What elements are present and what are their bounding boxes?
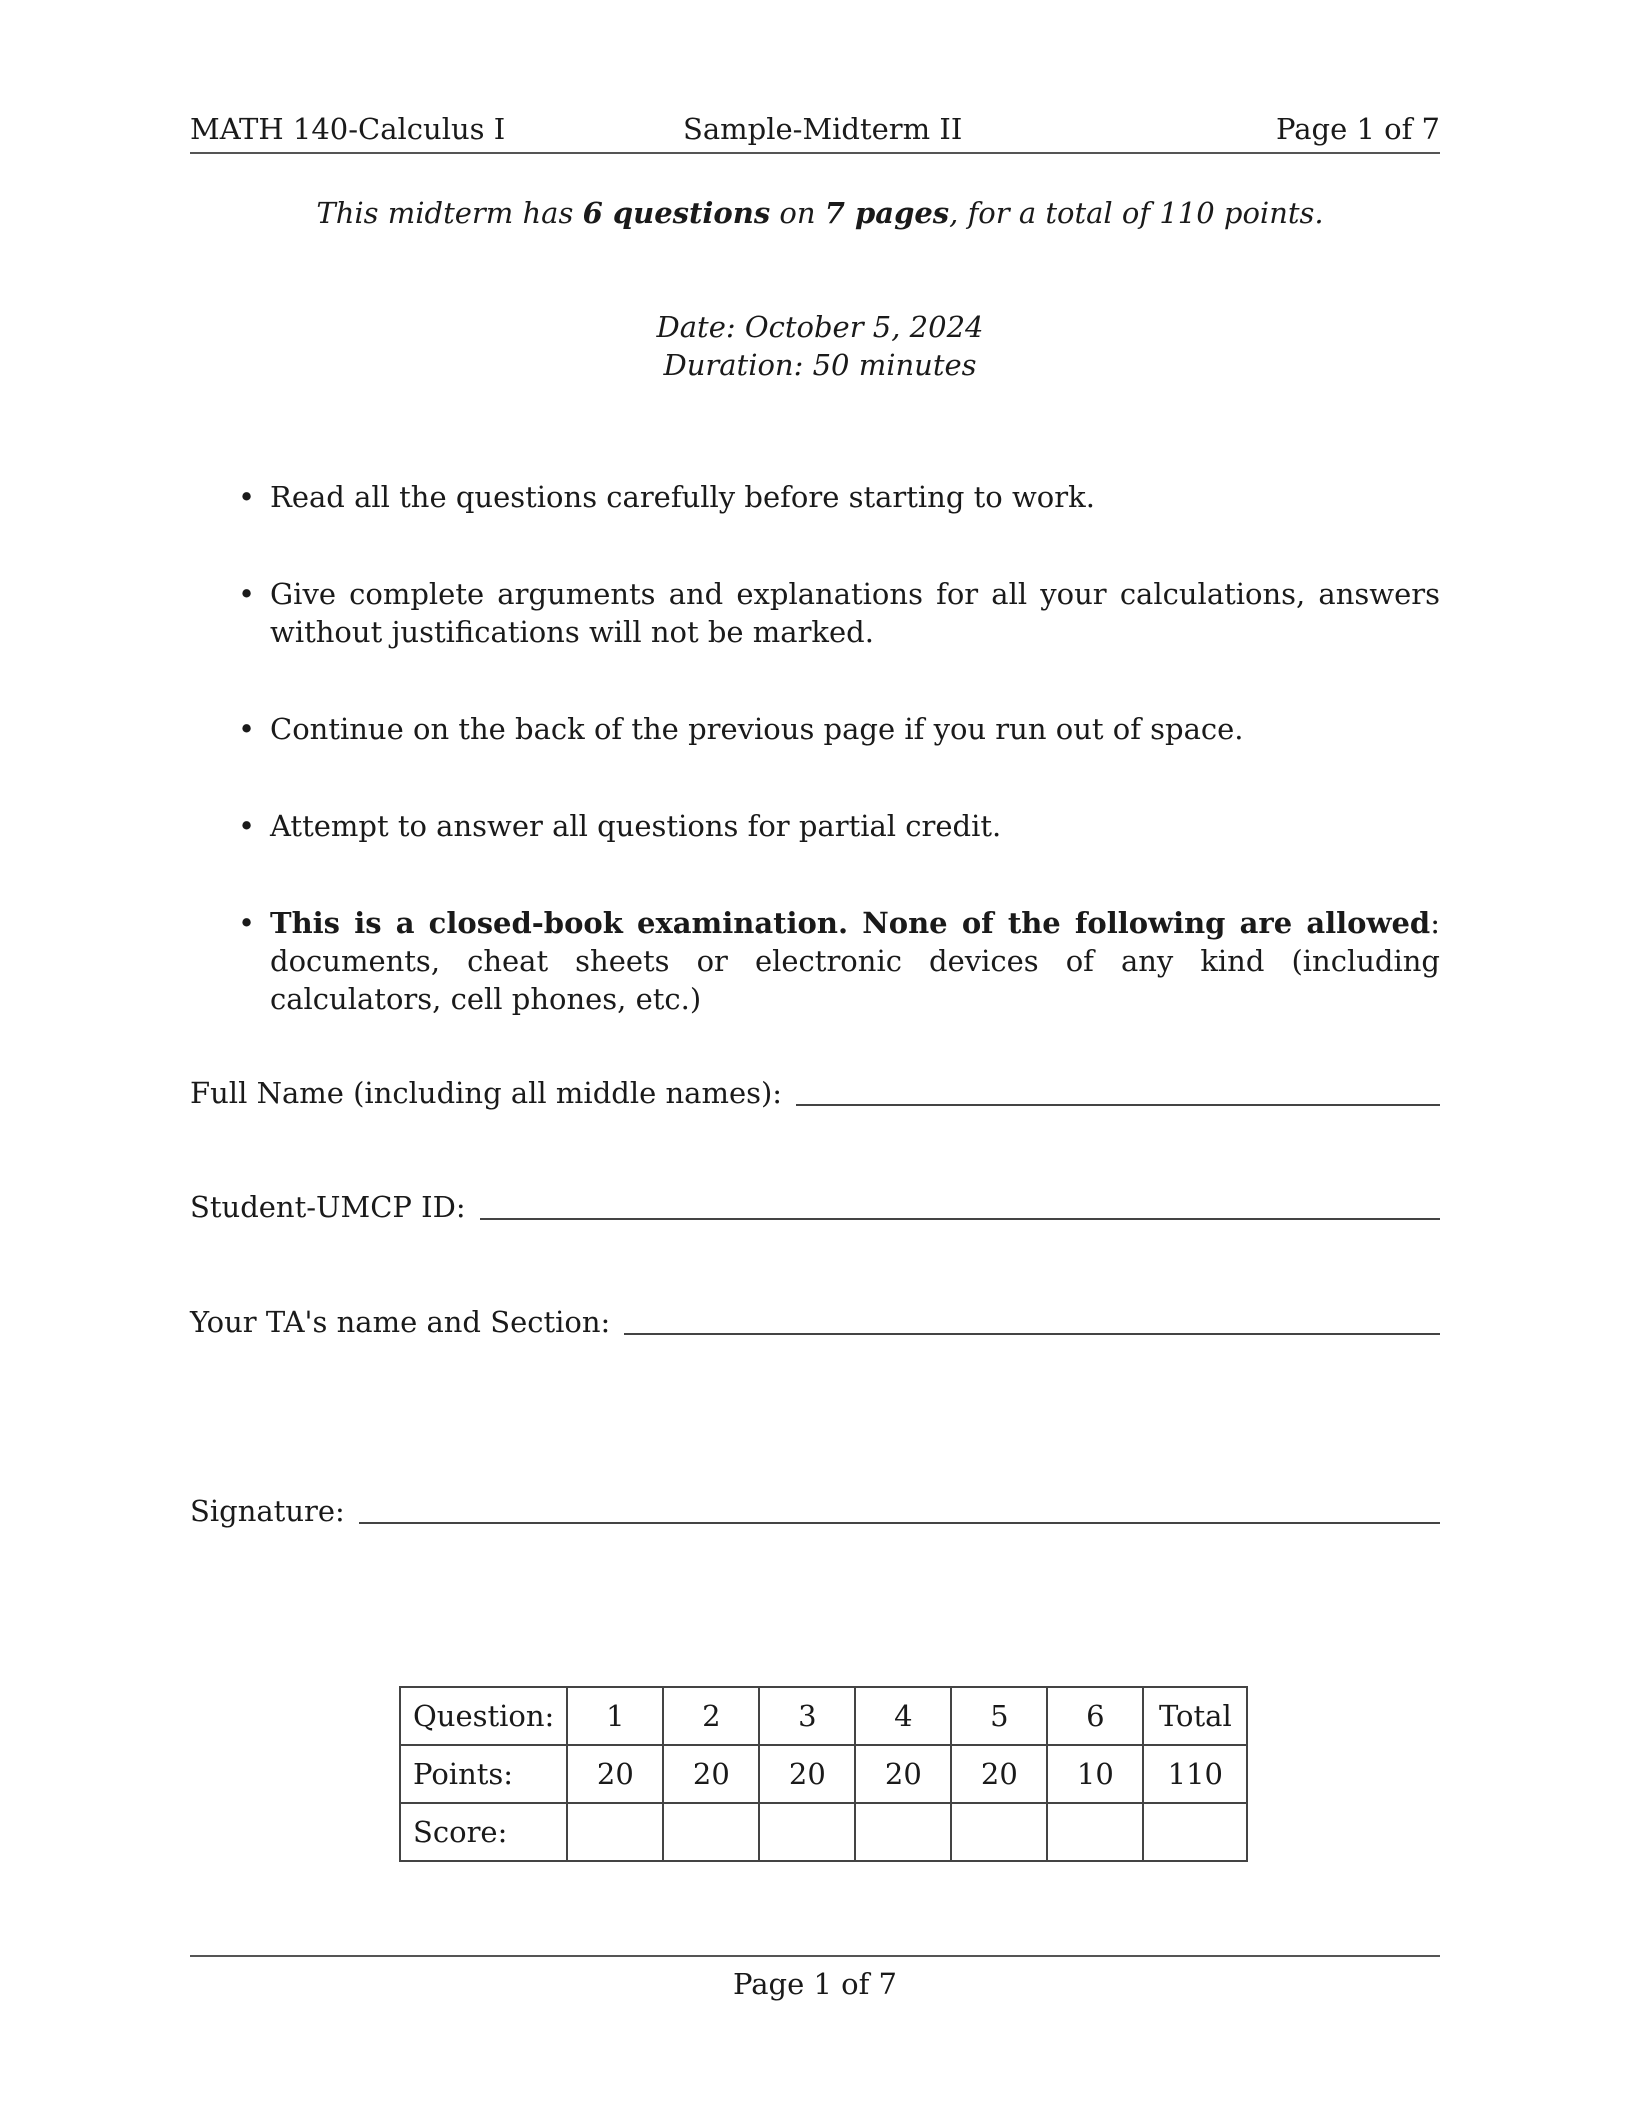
table-row-points xyxy=(400,1745,1247,1803)
table-row-score xyxy=(400,1803,1247,1861)
bullet-icon: • xyxy=(238,906,256,940)
header-page-number: Page 1 of 7 xyxy=(1276,112,1440,146)
student-id-field[interactable] xyxy=(190,1190,1440,1224)
ta-section-line[interactable] xyxy=(624,1313,1440,1335)
student-id-label: Student-UMCP ID: xyxy=(190,1190,466,1224)
score-input-cell[interactable] xyxy=(855,1803,951,1861)
page-footer xyxy=(190,1955,1440,2001)
exam-title: Sample-Midterm II xyxy=(683,112,963,146)
instruction-item: • Read all the questions carefully before starting to work. xyxy=(238,480,1095,514)
table-cell: 20 xyxy=(759,1745,855,1803)
table-cell: 4 xyxy=(855,1687,951,1745)
footer-page-number: Page 1 of 7 xyxy=(733,1967,897,2001)
table-row-questions xyxy=(400,1687,1247,1745)
score-input-cell[interactable] xyxy=(759,1803,855,1861)
score-input-cell[interactable] xyxy=(1047,1803,1143,1861)
score-input-cell-total[interactable] xyxy=(1143,1803,1247,1861)
table-cell-total: Total xyxy=(1143,1687,1247,1745)
instruction-item: • Attempt to answer all questions for partial credit. xyxy=(238,809,1002,843)
bullet-icon: • xyxy=(238,809,256,843)
instruction-item: • This is a closed-book examination. None of the following are allowed: documents, cheat sheets or electronic devices of any kind (including calculators, cell phones, etc.) xyxy=(238,906,1440,1016)
ta-section-label: Your TA's name and Section: xyxy=(190,1305,611,1339)
table-cell: 20 xyxy=(855,1745,951,1803)
instruction-item: • Continue on the back of the previous page if you run out of space. xyxy=(238,712,1244,746)
table-cell: 6 xyxy=(1047,1687,1143,1745)
table-cell: 20 xyxy=(663,1745,759,1803)
full-name-line[interactable] xyxy=(796,1084,1440,1106)
date-duration-block xyxy=(0,308,1640,384)
question-count: 6 questions xyxy=(582,196,771,230)
table-cell: 10 xyxy=(1047,1745,1143,1803)
table-cell: 5 xyxy=(951,1687,1047,1745)
instructions-list xyxy=(238,478,1440,1077)
page-count: 7 pages xyxy=(824,196,950,230)
bullet-icon: • xyxy=(238,712,256,746)
table-cell: 1 xyxy=(567,1687,663,1745)
full-name-field[interactable] xyxy=(190,1076,1440,1110)
exam-summary: This midterm has 6 questions on 7 pages, for a total of 110 points. xyxy=(316,196,1324,230)
table-cell-total: 110 xyxy=(1143,1745,1247,1803)
page-header xyxy=(190,112,1440,154)
question-header-cell: Question: xyxy=(400,1687,567,1745)
student-id-line[interactable] xyxy=(480,1198,1440,1220)
signature-label: Signature: xyxy=(190,1494,345,1528)
exam-duration: Duration: 50 minutes xyxy=(663,348,977,382)
ta-section-field[interactable] xyxy=(190,1305,1440,1339)
course-title: MATH 140-Calculus I xyxy=(190,112,506,146)
table-cell: 3 xyxy=(759,1687,855,1745)
score-input-cell[interactable] xyxy=(567,1803,663,1861)
points-header-cell: Points: xyxy=(400,1745,567,1803)
score-table xyxy=(399,1686,1248,1862)
score-header-cell: Score: xyxy=(400,1803,567,1861)
table-cell: 2 xyxy=(663,1687,759,1745)
signature-line[interactable] xyxy=(359,1502,1440,1524)
full-name-label: Full Name (including all middle names): xyxy=(190,1076,783,1110)
instruction-item: • Give complete arguments and explanations for all your calculations, answers without justifications will not be marked. xyxy=(238,577,1440,649)
table-cell: 20 xyxy=(951,1745,1047,1803)
exam-date: Date: October 5, 2024 xyxy=(656,310,984,344)
bullet-icon: • xyxy=(238,577,256,611)
score-input-cell[interactable] xyxy=(951,1803,1047,1861)
signature-field[interactable] xyxy=(190,1494,1440,1528)
bullet-icon: • xyxy=(238,480,256,514)
score-input-cell[interactable] xyxy=(663,1803,759,1861)
table-cell: 20 xyxy=(567,1745,663,1803)
